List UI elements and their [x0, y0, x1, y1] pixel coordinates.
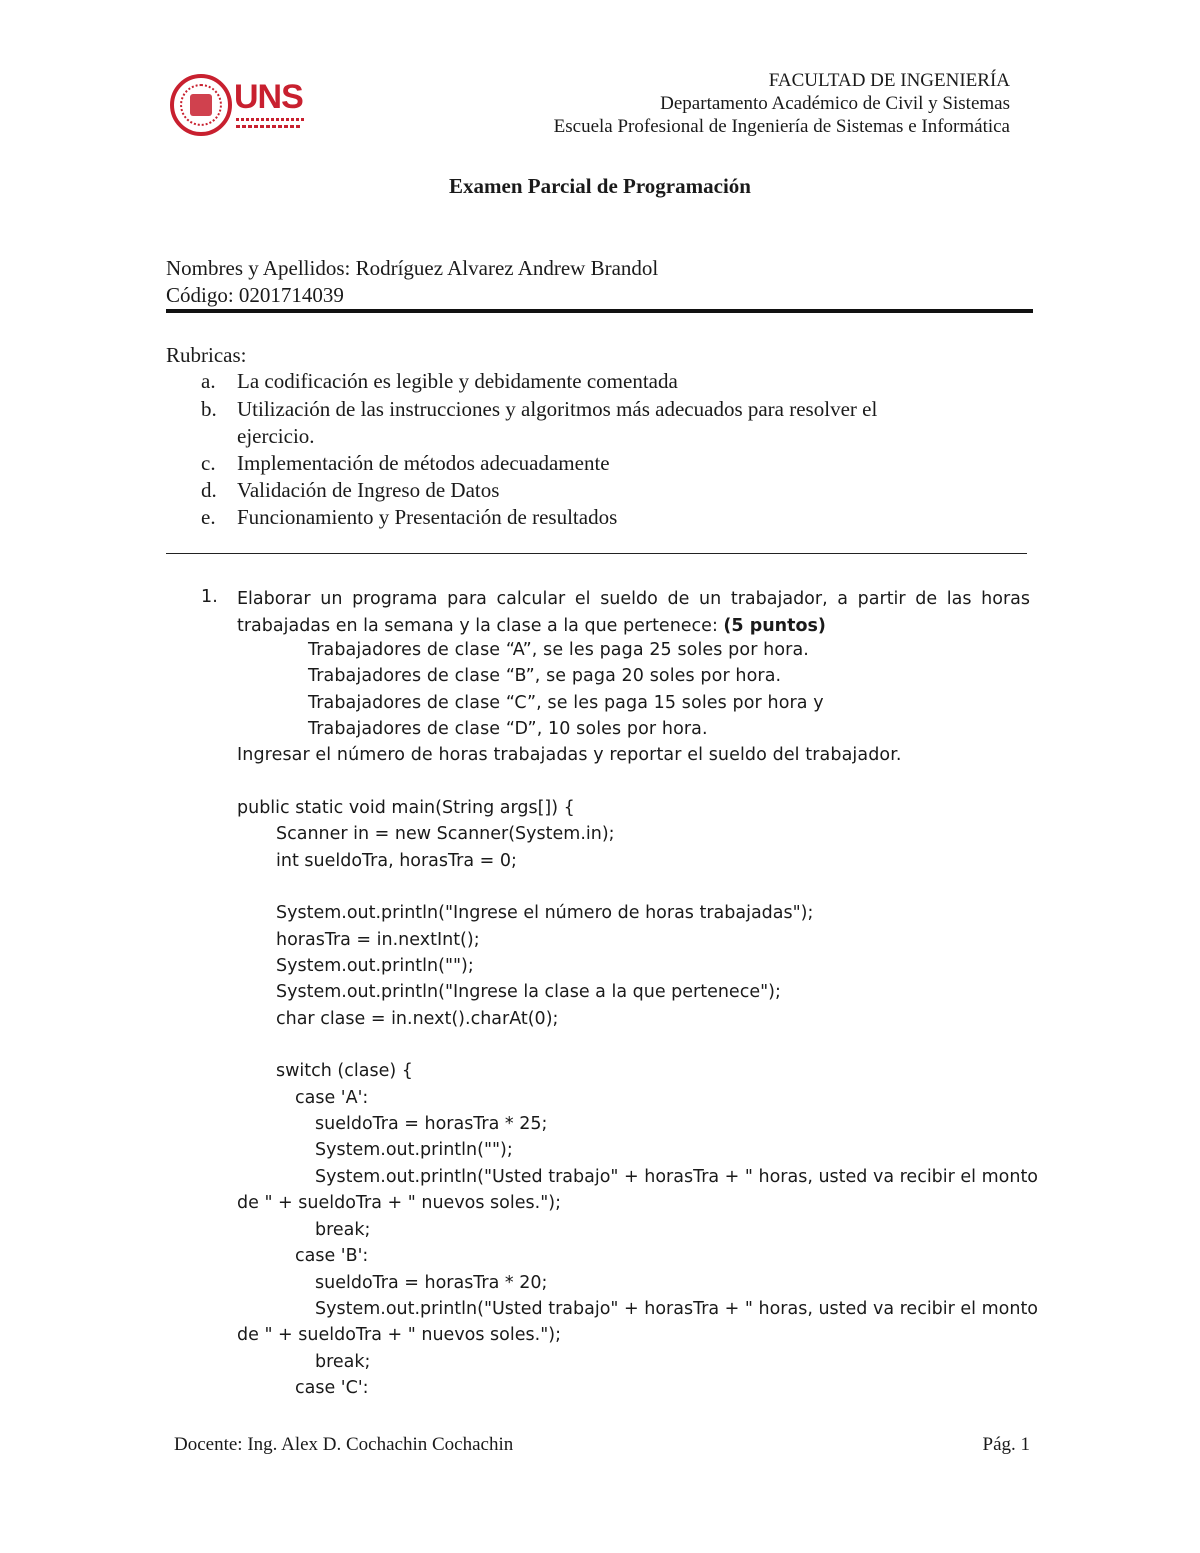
footer-page-number: Pág. 1 — [982, 1434, 1030, 1455]
student-code: Código: 0201714039 — [166, 283, 344, 307]
header-divider — [166, 309, 1033, 313]
code-line: Scanner in = new Scanner(System.in); — [276, 824, 615, 844]
code-line: break; — [315, 1220, 371, 1240]
code-line: break; — [315, 1352, 371, 1372]
logo-subtitle-decoration — [236, 118, 306, 121]
footer-teacher: Docente: Ing. Alex D. Cochachin Cochachin — [174, 1434, 514, 1455]
code-line: sueldoTra = horasTra * 20; — [315, 1273, 548, 1293]
code-line: de " + sueldoTra + " nuevos soles."); — [237, 1325, 561, 1345]
class-rate: Trabajadores de clase “D”, 10 soles por hora. — [308, 719, 708, 739]
code-line: switch (clase) { — [276, 1061, 413, 1081]
class-rate: Trabajadores de clase “B”, se paga 20 soles por hora. — [308, 666, 782, 686]
code-line: System.out.println("Ingrese el número de horas trabajadas"); — [276, 903, 814, 923]
department-heading: Departamento Académico de Civil y Sistemas — [660, 93, 1010, 114]
code-line: System.out.println("Usted trabajo" + horasTra + " horas, usted va recibir el monto — [315, 1299, 1039, 1319]
code-line: case 'A': — [295, 1088, 369, 1108]
question-number: 1. — [201, 587, 218, 607]
code-line: char clase = in.next().charAt(0); — [276, 1009, 559, 1029]
rubric-item: Validación de Ingreso de Datos — [237, 478, 500, 502]
university-seal-icon — [170, 74, 232, 136]
rubric-letter: c. — [201, 451, 216, 475]
logo-subtitle-decoration-2 — [236, 125, 302, 128]
class-rate: Trabajadores de clase “A”, se les paga 25 soles por hora. — [308, 640, 809, 660]
rubric-item-continued: ejercicio. — [237, 424, 315, 448]
logo-text: UNS — [234, 78, 303, 116]
question-intro: Elaborar un programa para calcular el sueldo de un trabajador, a partir de las horas trabajadas en la semana y la clase a la que pertenece: — [237, 589, 1030, 636]
rubrics-divider — [166, 553, 1027, 554]
code-line: public static void main(String args[]) { — [237, 798, 575, 818]
exam-title: Examen Parcial de Programación — [449, 174, 751, 198]
question-points: (5 puntos) — [723, 615, 826, 636]
code-line: System.out.println("Usted trabajo" + horasTra + " horas, usted va recibir el monto — [315, 1167, 1039, 1187]
faculty-heading: FACULTAD DE INGENIERÍA — [768, 70, 1010, 91]
class-rate: Trabajadores de clase “C”, se les paga 15 soles por hora y — [308, 693, 824, 713]
code-line: System.out.println(""); — [276, 956, 474, 976]
code-line: int sueldoTra, horasTra = 0; — [276, 851, 517, 871]
code-line: System.out.println("Ingrese la clase a la que pertenece"); — [276, 982, 781, 1002]
university-logo — [170, 74, 310, 144]
student-name: Nombres y Apellidos: Rodríguez Alvarez Andrew Brandol — [166, 256, 659, 280]
rubric-item: Utilización de las instrucciones y algoritmos más adecuados para resolver el — [237, 397, 878, 421]
rubric-letter: a. — [201, 369, 216, 393]
rubric-letter: b. — [201, 397, 217, 421]
code-line: System.out.println(""); — [315, 1140, 513, 1160]
code-line: de " + sueldoTra + " nuevos soles."); — [237, 1193, 561, 1213]
code-line: horasTra = in.nextInt(); — [276, 930, 480, 950]
code-line: case 'B': — [295, 1246, 369, 1266]
rubric-letter: d. — [201, 478, 217, 502]
school-heading: Escuela Profesional de Ingeniería de Sistemas e Informática — [553, 116, 1010, 137]
rubric-item: Implementación de métodos adecuadamente — [237, 451, 610, 475]
question-statement — [237, 586, 1030, 639]
question-instruction: Ingresar el número de horas trabajadas y reportar el sueldo del trabajador. — [237, 745, 902, 765]
rubric-letter: e. — [201, 505, 216, 529]
code-line: case 'C': — [295, 1378, 369, 1398]
rubric-item: Funcionamiento y Presentación de resultados — [237, 505, 618, 529]
code-line: sueldoTra = horasTra * 25; — [315, 1114, 548, 1134]
rubric-item: La codificación es legible y debidamente comentada — [237, 369, 678, 393]
rubrics-heading: Rubricas: — [166, 343, 247, 367]
